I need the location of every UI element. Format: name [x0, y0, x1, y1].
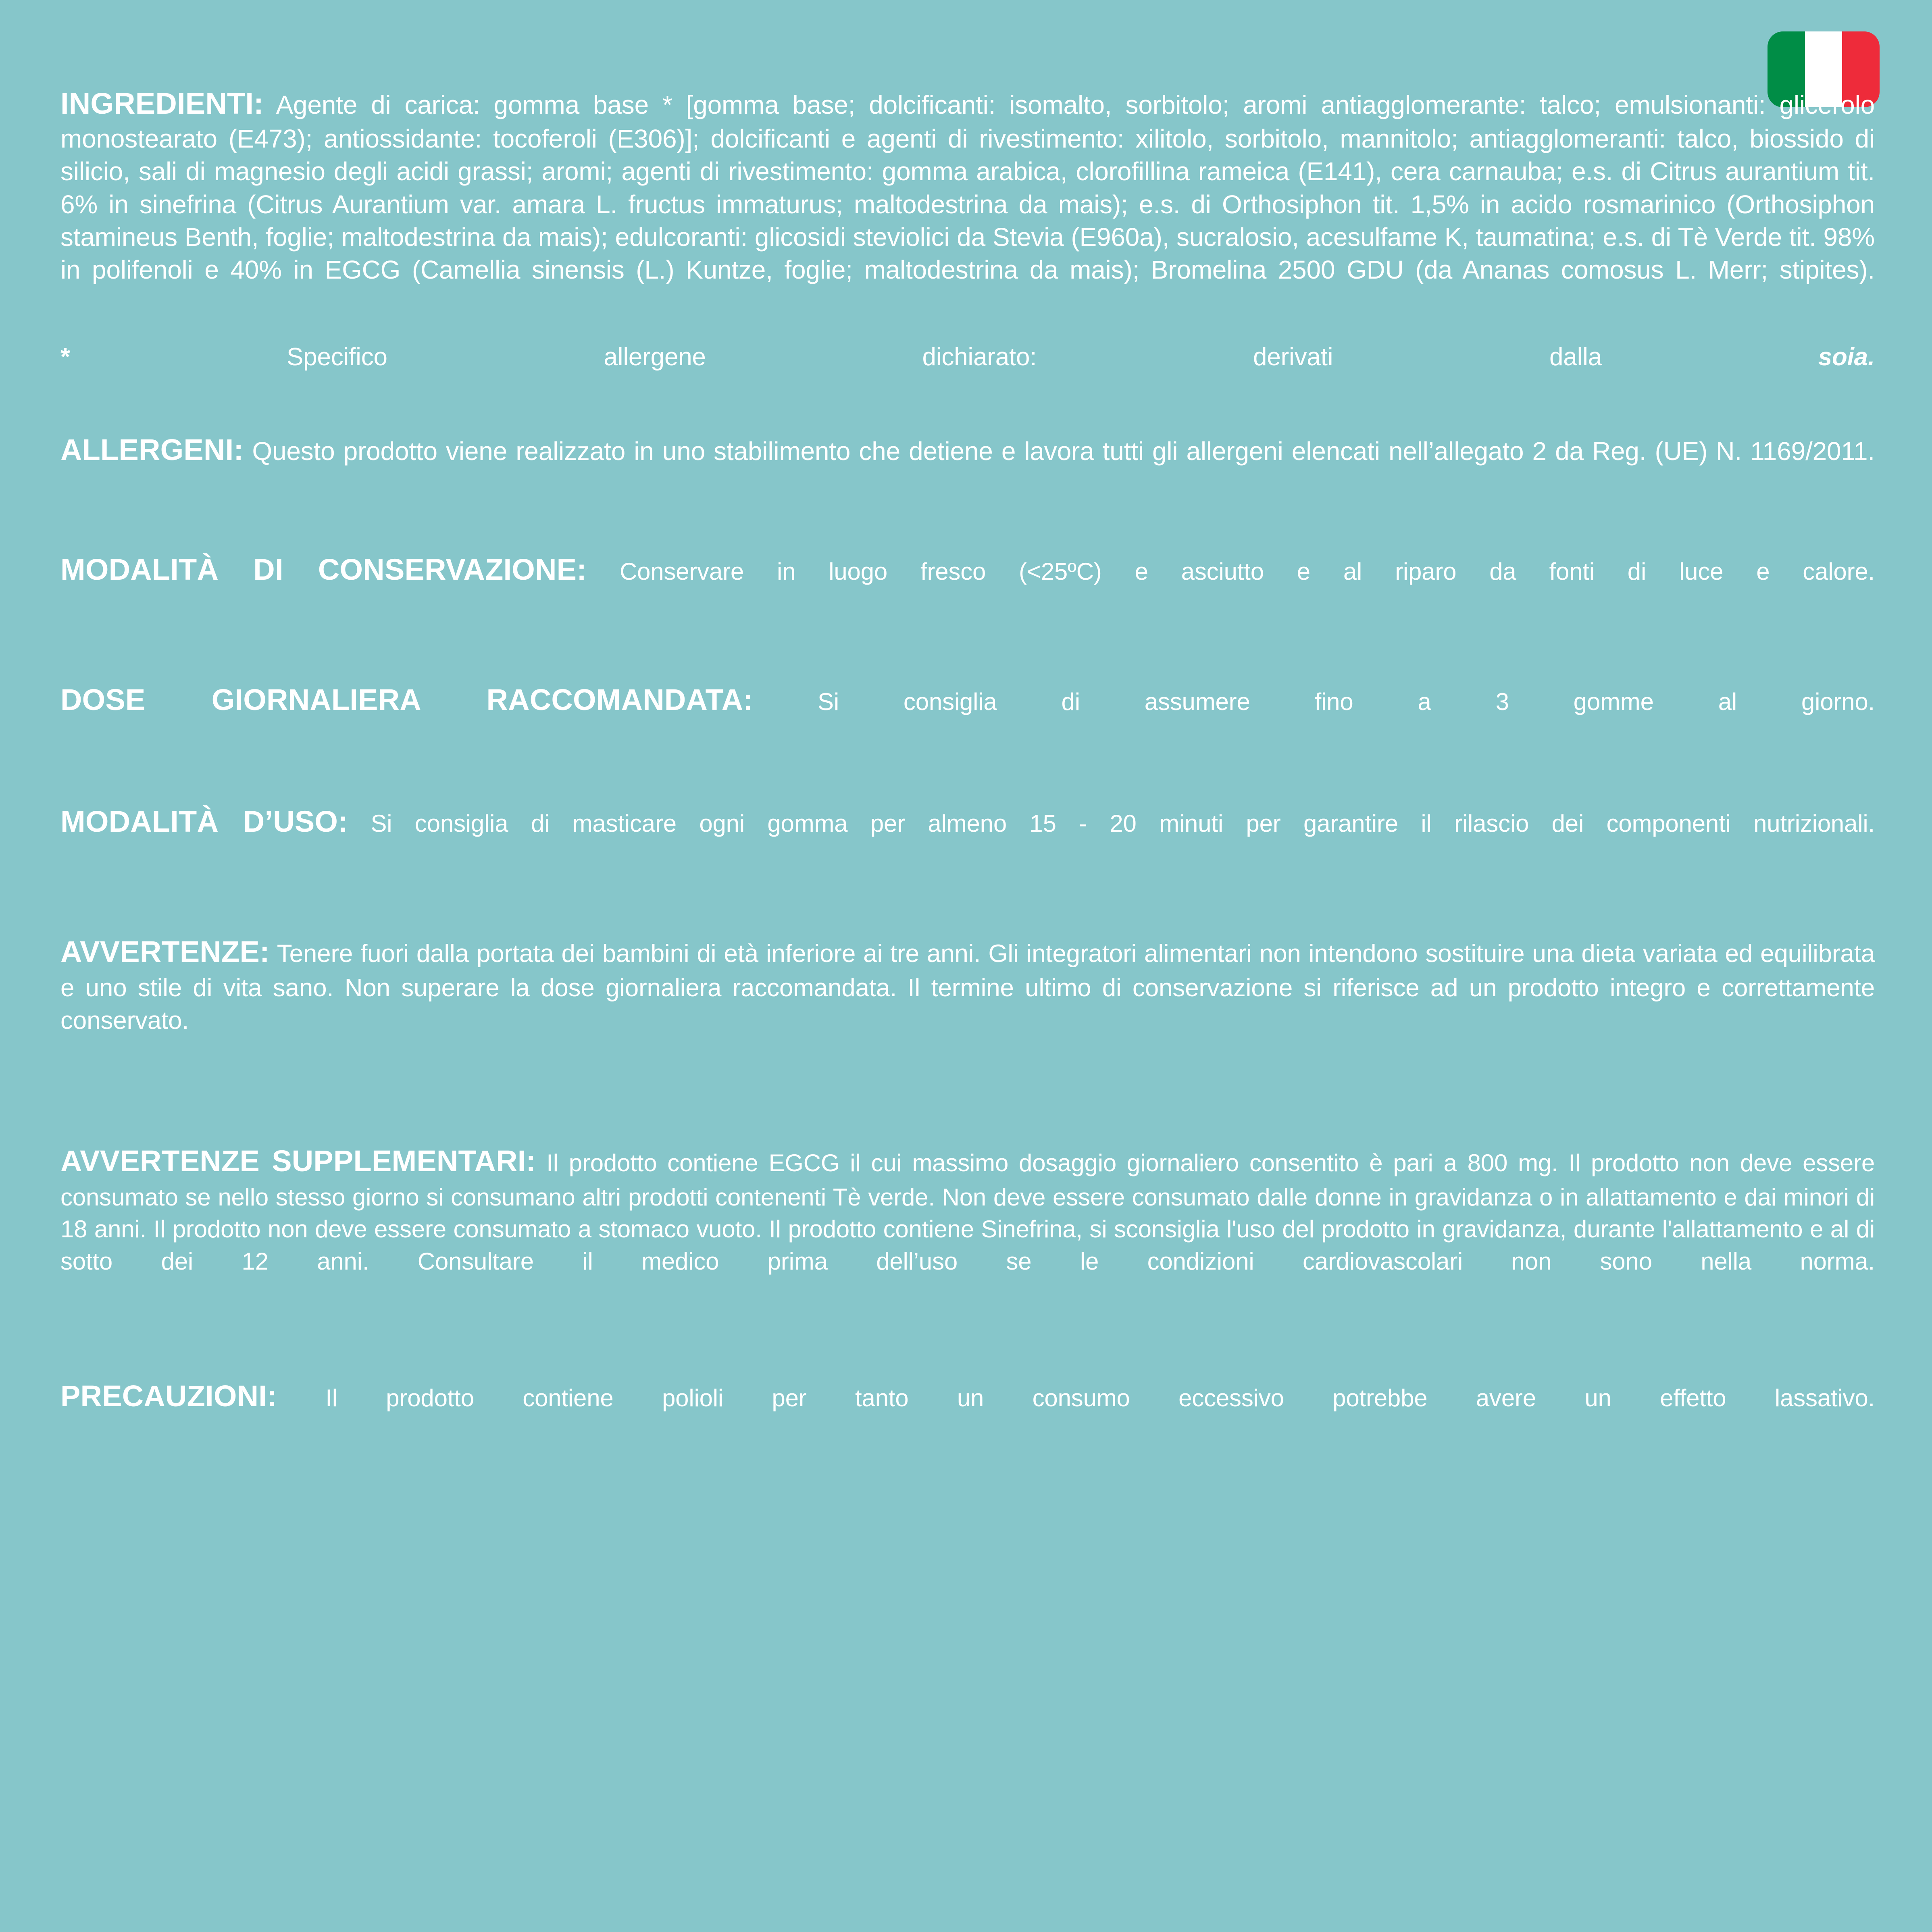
- section-ingredienti: [60, 85, 1875, 319]
- avvertenze-supplementari-heading: AVVERTENZE SUPPLEMENTARI:: [60, 1144, 536, 1178]
- avvertenze-body: Tenere fuori dalla portata dei bambini di età inferiore ai tre anni. Gli integratori alimentari non intendono sostituire una dieta variata ed equilibrata e uno stile di vita sano. Non superare la dose giornaliera raccomandata. Il termine ultimo di conservazione si riferisce ad un prodotto integro e correttamente conservato.: [60, 939, 1875, 1035]
- uso-body: Si consiglia di masticare ogni gomma per almeno 15 - 20 minuti per garantire il rilascio dei componenti nutrizionali.: [371, 810, 1875, 837]
- label-content: [60, 85, 1875, 1447]
- section-precauzioni: [60, 1377, 1875, 1447]
- avvertenze-heading: AVVERTENZE:: [60, 935, 270, 968]
- section-allergeni: [60, 431, 1875, 502]
- section-conservazione: [60, 550, 1875, 620]
- ingredienti-heading: INGREDIENTI:: [60, 87, 264, 120]
- section-avvertenze-supplementari: [60, 1141, 1875, 1310]
- dose-body: Si consiglia di assumere fino a 3 gomme al giorno.: [818, 688, 1875, 715]
- precauzioni-heading: PRECAUZIONI:: [60, 1379, 277, 1413]
- section-modalita-uso: [60, 802, 1875, 872]
- uso-heading: MODALITÀ D’USO:: [60, 804, 348, 838]
- asterisco-text: Specifico allergene dichiarato: derivati dalla: [70, 343, 1818, 371]
- asterisco-marker: *: [60, 343, 71, 371]
- conservazione-heading: MODALITÀ DI CONSERVAZIONE:: [60, 553, 587, 587]
- asterisco-emphasis: soia.: [1818, 343, 1875, 371]
- allergeni-body: Questo prodotto viene realizzato in uno stabilimento che detiene e lavora tutti gli allergeni elencati nell’allegato 2 da Reg. (UE) N. 1169/2011.: [252, 436, 1875, 466]
- dose-heading: DOSE GIORNALIERA RACCOMANDATA:: [60, 683, 754, 716]
- section-asterisco: [60, 341, 1875, 406]
- section-avvertenze: [60, 932, 1875, 1070]
- section-dose-giornaliera: [60, 681, 1875, 751]
- conservazione-body: Conservare in luogo fresco (<25ºC) e asciutto e al riparo da fonti di luce e calore.: [619, 558, 1875, 585]
- avvertenze-supplementari-body: Il prodotto contiene EGCG il cui massimo dosaggio giornaliero consentito è pari a 800 mg. Il prodotto non deve essere consumato se nello stesso giorno si consumano altri prodotti contenenti Tè verde. Non deve essere consumato dalle donne in gravidanza o in allattamento e dai minori di 18 anni. Il prodotto non deve essere consumato a stomaco vuoto. Il prodotto contiene Sinefrina, si sconsiglia l'uso del prodotto in gravidanza, durante l'allattamento e al di sotto dei 12 anni. Consultare il medico prima dell’uso se le condizioni cardiovascolari non sono nella norma.: [60, 1149, 1875, 1275]
- precauzioni-body: Il prodotto contiene polioli per tanto un consumo eccessivo potrebbe avere un effetto lassativo.: [325, 1384, 1875, 1412]
- allergeni-heading: ALLERGENI:: [60, 433, 244, 466]
- ingredienti-body: Agente di carica: gomma base * [gomma base; dolcificanti: isomalto, sorbitolo; aromi antiagglomerante: talco; emulsionanti: glicerolo monostearato (E473); antiossidante: tocoferoli (E306)]; dolcificanti e agenti di rivestimento: xilitolo, sorbitolo, mannitolo; antiagglomeranti: talco, biossido di silicio, sali di magnesio degli acidi grassi; aromi; agenti di rivestimento: gomma arabica, clorofillina rameica (E141), cera carnauba; e.s. di Citrus aurantium tit. 6% in sinefrina (Citrus Aurantium var. amara L. fructus immaturus; maltodestrina da mais); e.s. di Orthosiphon tit. 1,5% in acido rosmarinico (Orthosiphon stamineus Benth, foglie; maltodestrina da mais); edulcoranti: glicosidi steviolici da Stevia (E960a), sucralosio, acesulfame K, taumatina; e.s. di Tè Verde tit. 98% in polifenoli e 40% in EGCG (Camellia sinensis (L.) Kuntze, foglie; maltodestrina da mais); Bromelina 2500 GDU (da Ananas comosus L. Merr; stipites).: [60, 90, 1875, 285]
